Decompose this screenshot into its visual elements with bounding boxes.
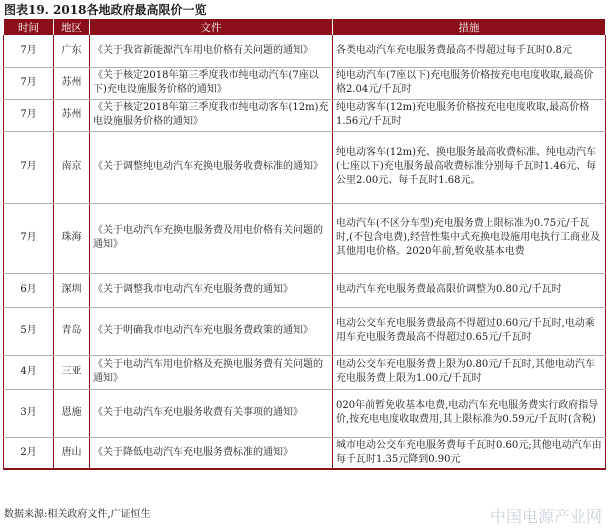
table-header-row — [4, 19, 606, 35]
table-row — [4, 307, 606, 355]
row-measure: 020年前暂免收基本电费,电动汽车充电服务费实行政府指导价,按充电电度收取费用,其上限标准为0.59元/千瓦时(含税) — [333, 389, 606, 437]
row-document: 《关于调整我市电动汽车充电服务费的通知》 — [90, 273, 333, 307]
table-row — [4, 203, 606, 273]
row-region: 三亚 — [54, 355, 90, 389]
table-row — [4, 273, 606, 307]
row-time: 7月 — [4, 67, 54, 99]
row-measure: 纯电动汽车(7座以下)充电服务价格按充电电度收取,最高价格2.04元/千瓦时 — [333, 67, 606, 99]
row-time: 5月 — [4, 307, 54, 355]
table-row — [4, 67, 606, 99]
row-measure: 各类电动汽车充电服务费最高不得超过每千瓦时0.8元 — [333, 35, 606, 67]
row-time: 3月 — [4, 389, 54, 437]
row-measure: 电动公交车充电服务费上限为0.80元/千瓦时,其他电动汽车充电服务费上限为1.00元/千瓦时 — [333, 355, 606, 389]
header-measure: 措施 — [333, 19, 606, 35]
row-region: 南京 — [54, 131, 90, 203]
row-document: 《关于核定2018年第三季度我市纯电动汽车(7座以下)充电设施服务价格的通知》 — [90, 67, 333, 99]
header-time: 时间 — [4, 19, 54, 35]
row-measure: 纯电动客车(12m)充、换电服务最高收费标准、纯电动汽车(七座以下)充电服务最高收费标准分别每千瓦时1.46元、每公里2.00元、每千瓦时1.68元。 — [333, 131, 606, 203]
table-row — [4, 131, 606, 203]
watermark-text: 中国电源产业网 — [489, 507, 602, 526]
row-region: 苏州 — [54, 67, 90, 99]
row-document: 《关于核定2018年第三季度我市纯电动客车(12m)充电设施服务价格的通知》 — [90, 99, 333, 131]
row-measure: 电动公交车充电服务费最高不得超过0.60元/千瓦时,电动乘用车充电服务费最高不得超过0.65元/千瓦时 — [333, 307, 606, 355]
row-time: 7月 — [4, 203, 54, 273]
table-title: 图表19. 2018各地政府最高限价一览 — [4, 3, 207, 17]
row-time: 7月 — [4, 131, 54, 203]
row-region: 青岛 — [54, 307, 90, 355]
row-document: 《关于电动汽车充换电服务费及用电价格有关问题的通知》 — [90, 203, 333, 273]
row-measure: 纯电动客车(12m)充电服务价格按充电电度收取,最高价格1.56元/千瓦时 — [333, 99, 606, 131]
row-region: 广东 — [54, 35, 90, 67]
row-document: 《关于我省新能源汽车用电价格有关问题的通知》 — [90, 35, 333, 67]
row-region: 珠海 — [54, 203, 90, 273]
row-time: 6月 — [4, 273, 54, 307]
row-measure: 电动汽车(不区分车型)充电服务费上限标准为0.75元/千瓦时,(不包含电费),经营性集中式充换电设施用电执行工商业及其他用电价格。2020年前,暂免收基本电费 — [333, 203, 606, 273]
row-measure: 城市电动公交车充电服务费每千瓦时0.60元;其他电动汽车由每千瓦时1.35元降到0.90元 — [333, 437, 606, 469]
row-region: 苏州 — [54, 99, 90, 131]
data-source-note: 数据来源:相关政府文件,广证恒生 — [4, 509, 151, 520]
row-document: 《关于降低电动汽车充电服务费标准的通知》 — [90, 437, 333, 469]
header-region: 地区 — [54, 19, 90, 35]
row-document: 《关于电动汽车充电服务收费有关事项的通知》 — [90, 389, 333, 437]
row-time: 4月 — [4, 355, 54, 389]
row-measure: 电动汽车充电服务费最高限价调整为0.80元/千瓦时 — [333, 273, 606, 307]
table-row — [4, 389, 606, 437]
row-region: 深圳 — [54, 273, 90, 307]
row-document: 《关于电动汽车用电价格及充换电服务费有关问题的通知》 — [90, 355, 333, 389]
table-row — [4, 355, 606, 389]
table-row — [4, 35, 606, 67]
row-time: 2月 — [4, 437, 54, 469]
table-row — [4, 99, 606, 131]
row-region: 唐山 — [54, 437, 90, 469]
row-document: 《关于明确我市电动汽车充电服务费政策的通知》 — [90, 307, 333, 355]
row-time: 7月 — [4, 99, 54, 131]
row-region: 恩施 — [54, 389, 90, 437]
row-time: 7月 — [4, 35, 54, 67]
header-document: 文件 — [90, 19, 333, 35]
row-document: 《关于调整纯电动汽车充换电服务收费标准的通知》 — [90, 131, 333, 203]
table-row — [4, 437, 606, 469]
price-cap-table — [3, 19, 606, 470]
